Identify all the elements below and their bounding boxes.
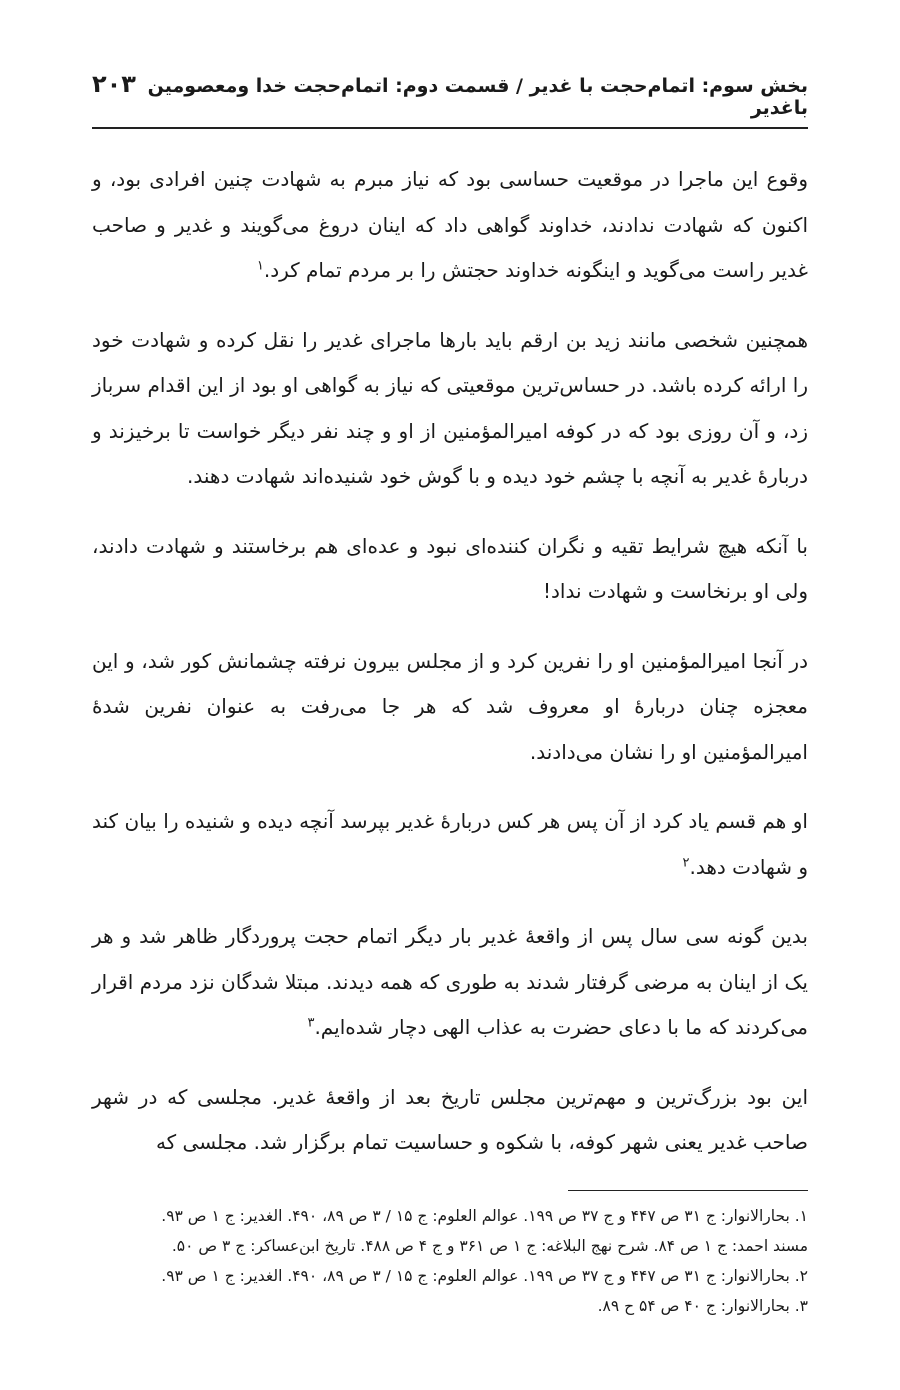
footnote-mark-3: ۳	[307, 1015, 315, 1031]
header-title: بخش سوم: اتمام‌حجت با غدیر / قسمت دوم: اتمام‌حجت خدا ومعصومین باغدیر	[147, 75, 808, 119]
paragraph-7	[92, 1075, 808, 1166]
paragraph-1-text: وقوع این ماجرا در موقعیت حساسی بود که نیاز مبرم به شهادت چنین افرادی بود، و اکنون که شهادت ندادند، خداوند گواهی داد که اینان دروغ می‌گویند و غدیر و صاحب غدیر راست می‌گوید و اینگونه خداوند حجتش را بر مردم تمام کرد.	[92, 167, 808, 282]
footnote-1-continued: مسند احمد: ج ۱ ص ۸۴. شرح نهج البلاغه: ج ۱ ص ۳۶۱ و ج ۴ ص ۴۸۸. تاریخ ابن‌عساکر: ج ۳ ص ۵۰.	[171, 1236, 808, 1255]
paragraph-6-text: بدین گونه سی سال پس از واقعۀ غدیر بار دیگر اتمام حجت پروردگار ظاهر شد و هر یک از اینان به مرضی گرفتار شدند به طوری که همه دیدند. مبتلا شدگان نزد مردم اقرار می‌کردند که ما با دعای حضرت به عذاب الهی دچار شده‌ایم.	[92, 924, 808, 1039]
footnote-mark-2: ۲	[682, 854, 690, 870]
paragraph-2-text: همچنین شخصی مانند زید بن ارقم باید بارها ماجرای غدیر را نقل کرده و شهادت خود را ارائه کرده باشد. در حساس‌ترین موقعیتی که نیاز به گواهی او بود از این اقدام سرباز زد، و آن روزی بود که در کوفه امیرالمؤمنین از او و چند نفر دیگر خواست تا برخیزند و دربارۀ غدیر به آنچه با چشم خود دیده و با گوش خود شنیده‌اند شهادت دهند.	[92, 327, 808, 488]
paragraph-3	[92, 524, 808, 615]
paragraph-2	[92, 318, 808, 500]
paragraph-1	[92, 157, 808, 294]
paragraph-7-text: این بود بزرگ‌ترین و مهم‌ترین مجلس تاریخ بعد از واقعۀ غدیر. مجلسی که در شهر صاحب غدیر یعنی شهر کوفه، با شکوه و حساسیت تمام برگزار شد. مجلسی که	[92, 1084, 808, 1154]
page-number: ۲۰۳	[92, 70, 136, 98]
paragraph-5	[92, 799, 808, 890]
paragraph-5-text: او هم قسم یاد کرد از آن پس هر کس دربارۀ غدیر بپرسد آنچه دیده و شنیده را بیان کند و شهادت دهد.	[92, 809, 808, 879]
running-header	[92, 70, 808, 129]
paragraph-4	[92, 639, 808, 776]
footnote-3: ۳. بحارالانوار: ج ۴۰ ص ۵۴ ح ۸۹.	[597, 1296, 808, 1315]
paragraph-3-text: با آنکه هیچ شرایط تقیه و نگران کننده‌ای نبود و عده‌ای هم برخاستند و شهادت دادند، ولی او برنخاست و شهادت نداد!	[92, 533, 808, 603]
footnote-mark-1: ۱	[256, 258, 264, 274]
footnote-divider	[568, 1190, 808, 1191]
paragraph-4-text: در آنجا امیرالمؤمنین او را نفرین کرد و از مجلس بیرون نرفته چشمانش کور شد، و این معجزه چنان دربارۀ او معروف شد که هر جا می‌رفت به عنوان نفرین شدۀ امیرالمؤمنین او را نشان می‌دادند.	[92, 648, 808, 764]
paragraph-6	[92, 914, 808, 1051]
footnotes	[92, 1201, 808, 1321]
footnote-2: ۲. بحارالانوار: ج ۳۱ ص ۴۴۷ و ج ۳۷ ص ۱۹۹. عوالم العلوم: ج ۱۵ / ۳ ص ۸۹، ۴۹۰. الغدیر: ج ۱ ص ۹۳.	[161, 1266, 808, 1285]
body-text	[92, 157, 808, 1166]
footnote-1: ۱. بحارالانوار: ج ۳۱ ص ۴۴۷ و ج ۳۷ ص ۱۹۹. عوالم العلوم: ج ۱۵ / ۳ ص ۸۹، ۴۹۰. الغدیر: ج ۱ ص ۹۳.	[161, 1206, 808, 1225]
